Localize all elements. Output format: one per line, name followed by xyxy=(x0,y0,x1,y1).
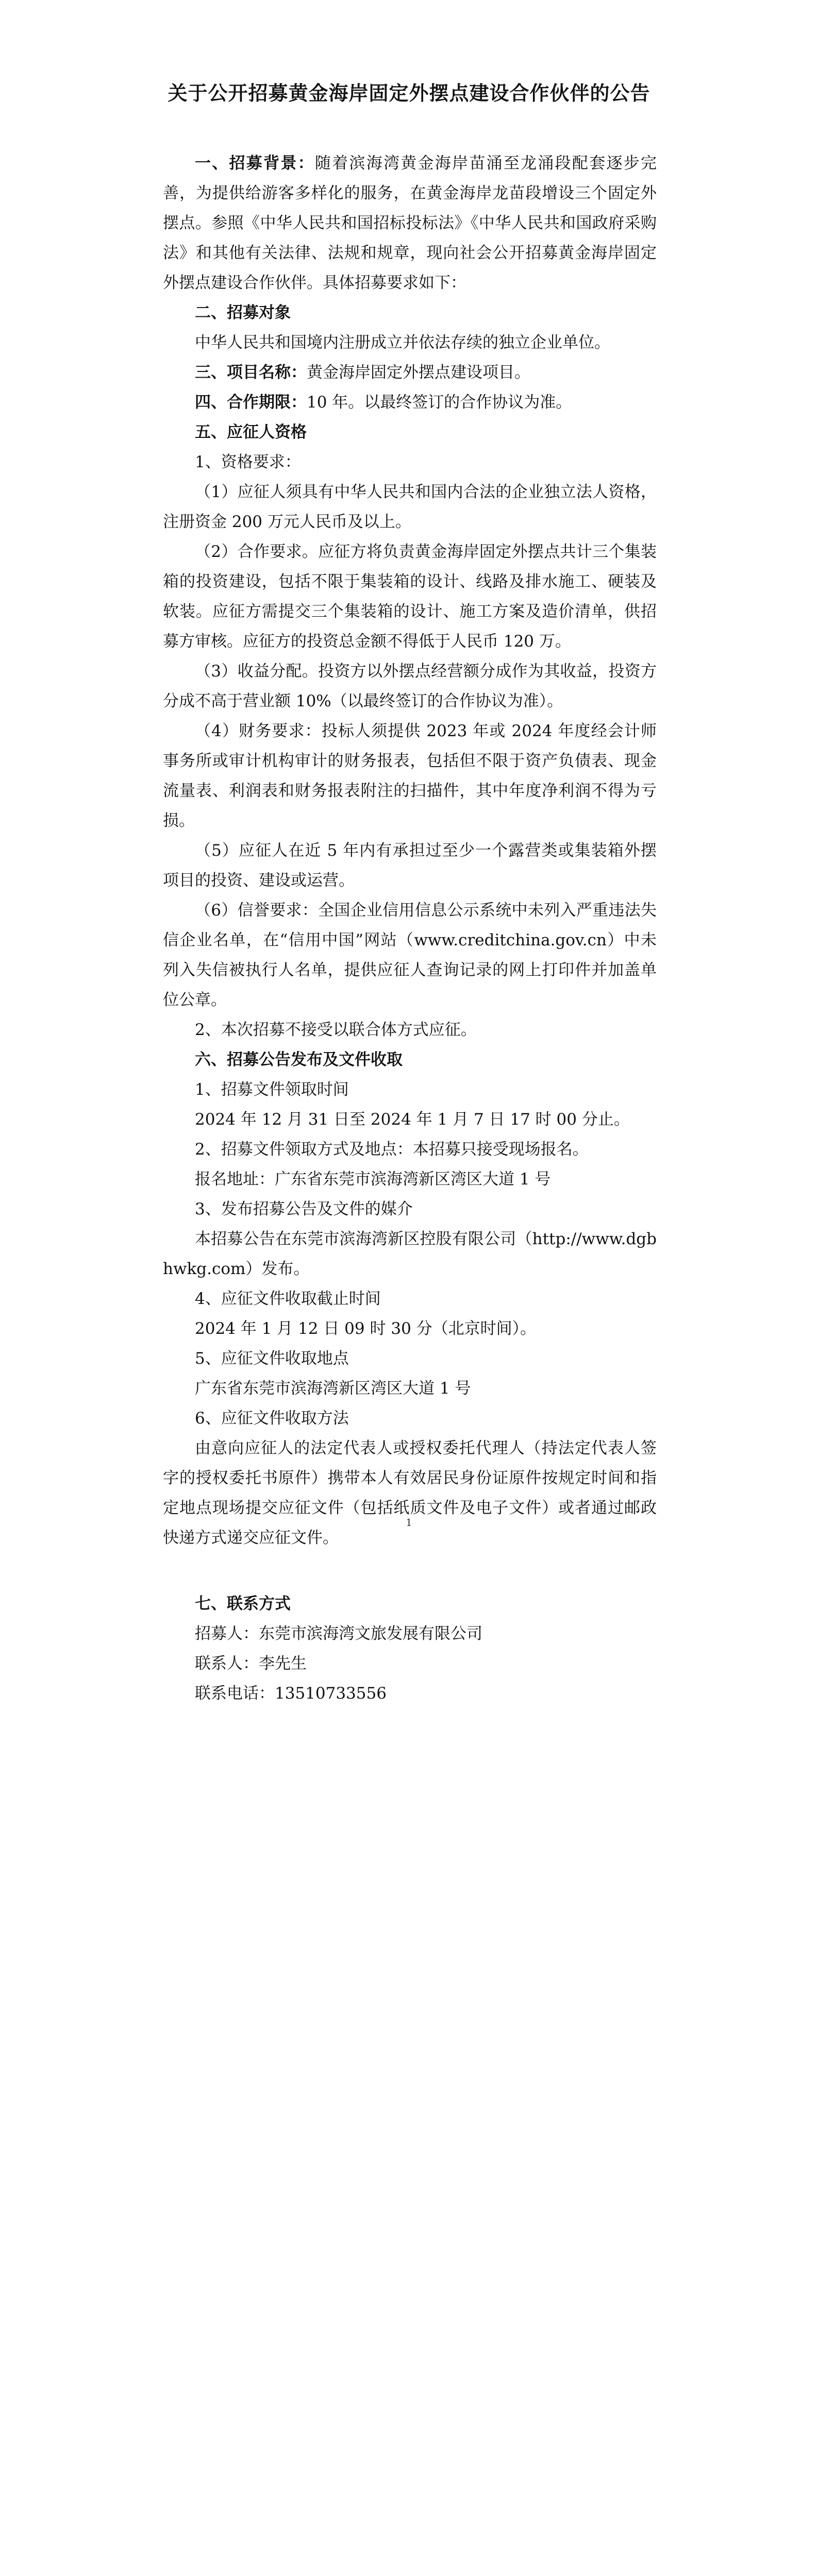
registration-address: 报名地址：广东省东莞市滨海湾新区湾区大道 1 号 xyxy=(195,1170,551,1189)
qualification-item-5: （5）应征人在近 5 年内有承担过至少一个露营类或集装箱外摆项目的投资、建设或运营。 xyxy=(163,841,657,890)
section-7-heading: 七、联系方式 xyxy=(195,1595,291,1613)
location-heading: 5、应征文件收取地点 xyxy=(195,1349,349,1368)
qualification-item-2: （2）合作要求。应征方将负责黄金海岸固定外摆点共计三个集装箱的投资建设，包括不限于集装箱的设计、线路及排水施工、硬装及软装。应征方需提交三个集装箱的设计、施工方案及造价清单，供招募方审核。应征方的投资总金额不得低于人民币 120 万。 xyxy=(163,543,657,651)
doc-time-heading: 1、招募文件领取时间 xyxy=(195,1080,349,1099)
deadline-value: 2024 年 1 月 12 日 09 时 30 分（北京时间）。 xyxy=(195,1319,537,1338)
background-text: 随着滨海湾黄金海岸苗涌至龙涌段配套逐步完善，为提供给游客多样化的服务，在黄金海岸龙苗段增设三个固定外摆点。参照《中华人民共和国招标投标法》《中华人民共和国政府采购法》和其他有关法律、法规和规章，现向社会公开招募黄金海岸固定外摆点建设合作伙伴。具体招募要求如下： xyxy=(163,154,657,292)
background-paragraph xyxy=(163,148,657,298)
qualification-heading: 1、资格要求： xyxy=(195,453,301,471)
document-title: 关于公开招募黄金海岸固定外摆点建设合作伙伴的公告 xyxy=(168,81,650,105)
qualification-item-3: （3）收益分配。投资方以外摆点经营额分成作为其收益，投资方分成不高于营业额 10%（以最终签订的合作协议为准）。 xyxy=(163,662,657,710)
section-2-text: 中华人民共和国境内注册成立并依法存续的独立企业单位。 xyxy=(195,333,610,352)
doc-method-text: 2、招募文件领取方式及地点：本招募只接受现场报名。 xyxy=(195,1140,589,1159)
document-page-2 xyxy=(0,1587,818,2576)
page-1-body xyxy=(163,148,657,1553)
section-2-heading: 二、招募对象 xyxy=(195,303,291,322)
background-lead: 一、招募背景： xyxy=(195,154,315,173)
qualification-item-4: （4）财务要求：投标人须提供 2023 年或 2024 年度经会计师事务所或审计机构审计的财务报表，包括但不限于资产负债表、现金流量表、利润表和财务报表附注的扫描件，其中年度净利润不得为亏损。 xyxy=(163,722,657,830)
project-name-paragraph xyxy=(163,358,657,387)
method-text: 由意向应征人的法定代表人或授权委托代理人（持法定代表人签字的授权委托书原件）携带本人有效居民身份证原件按规定时间和指定地点现场提交应征文件（包括纸质文件及电子文件）或者通过邮政快递方式递交应征文件。 xyxy=(163,1439,657,1547)
contact-person-text: 联系人：李先生 xyxy=(195,1654,307,1673)
doc-time-value: 2024 年 12 月 31 日至 2024 年 1 月 7 日 17 时 00 分止。 xyxy=(195,1110,630,1129)
qualification-item-6: （6）信誉要求：全国企业信用信息公示系统中未列入严重违法失信企业名单，在“信用中国”网站（www.creditchina.gov.cn）中未列入失信被执行人名单，提供应征人查询记录的网上打印件并加盖单位公章。 xyxy=(163,901,657,1009)
section-6-heading: 六、招募公告发布及文件收取 xyxy=(195,1050,403,1069)
project-name-lead: 三、项目名称： xyxy=(195,363,307,382)
term-text: 10 年。以最终签订的合作协议为准。 xyxy=(307,393,572,412)
qualification-item-1: （1）应征人须具有中华人民共和国内合法的企业独立法人资格，注册资金 200 万元人民币及以上。 xyxy=(163,483,657,531)
project-name-text: 黄金海岸固定外摆点建设项目。 xyxy=(307,363,530,382)
page-2-body xyxy=(163,1589,657,1708)
term-paragraph xyxy=(163,387,657,417)
location-value: 广东省东莞市滨海湾新区湾区大道 1 号 xyxy=(195,1379,471,1398)
section-5-heading: 五、应征人资格 xyxy=(195,423,307,442)
no-consortium-text: 2、本次招募不接受以联合体方式应征。 xyxy=(195,1021,477,1039)
term-lead: 四、合作期限： xyxy=(195,393,307,412)
deadline-heading: 4、应征文件收取截止时间 xyxy=(195,1290,381,1308)
method-heading: 6、应征文件收取方法 xyxy=(195,1409,349,1428)
page-number-1: 1 xyxy=(406,1516,412,1529)
media-text: 本招募公告在东莞市滨海湾新区控股有限公司（http://www.dgbhwkg.com）发布。 xyxy=(163,1230,657,1278)
contact-phone-text: 联系电话：13510733556 xyxy=(195,1684,387,1703)
recruiter-text: 招募人：东莞市滨海湾文旅发展有限公司 xyxy=(195,1624,482,1643)
media-heading: 3、发布招募公告及文件的媒介 xyxy=(195,1200,413,1218)
